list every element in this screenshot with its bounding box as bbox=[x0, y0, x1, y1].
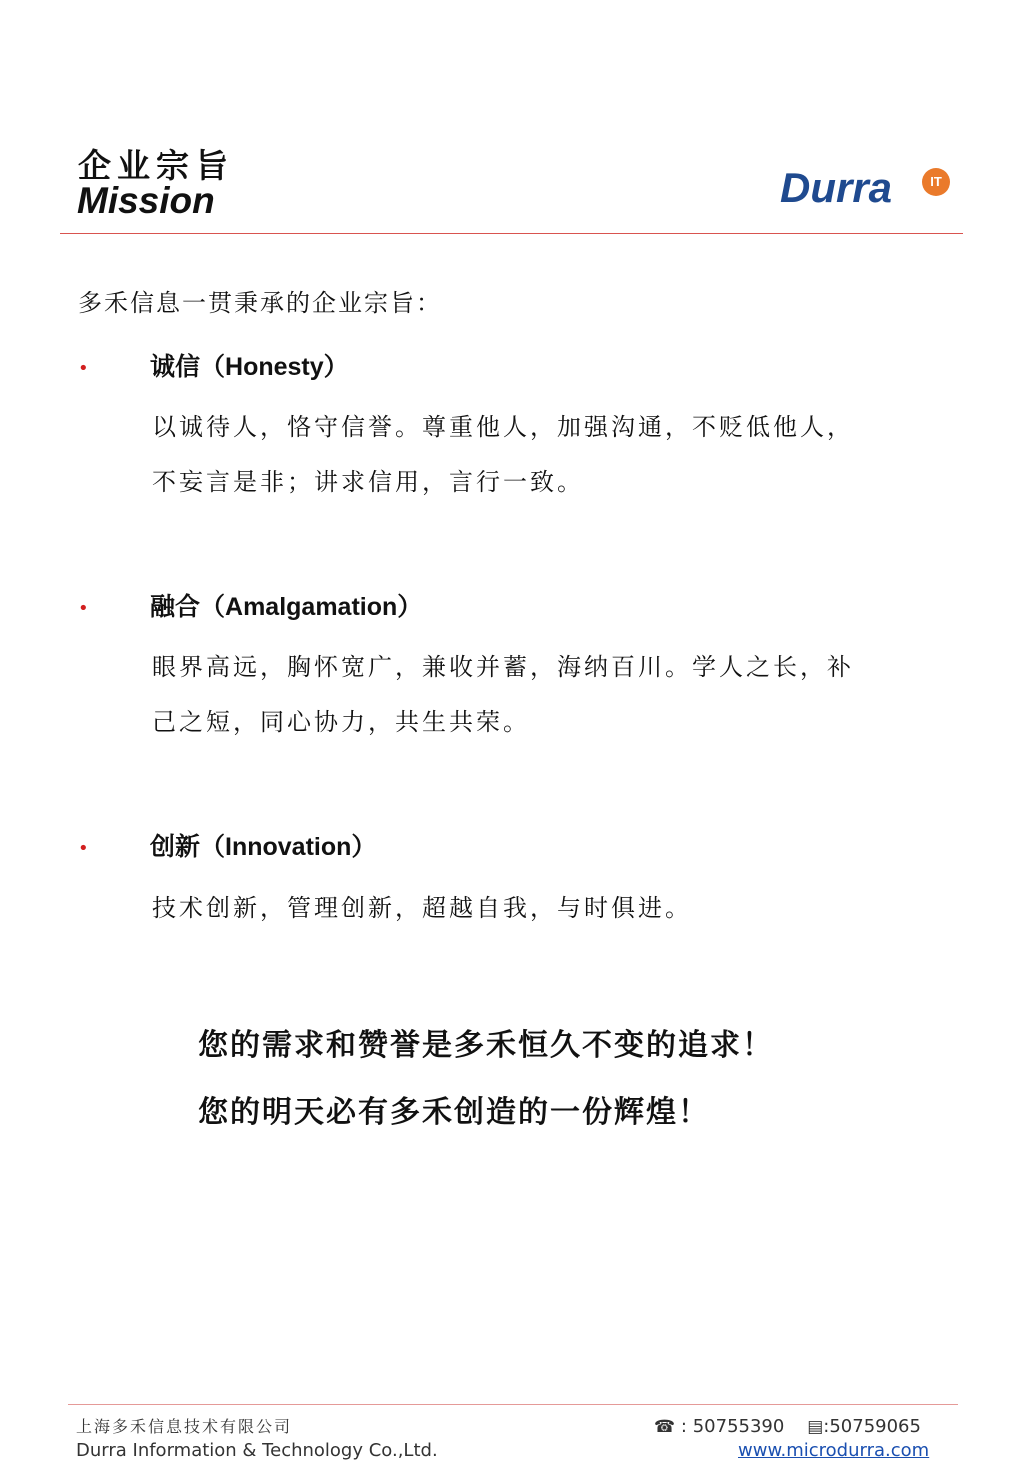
value-body-line: 不妄言是非；讲求信用，言行一致。 bbox=[152, 468, 584, 496]
slogan-line: 您的需求和赞誉是多禾恒久不变的追求！ bbox=[198, 1028, 774, 1063]
heading-close: ） bbox=[397, 592, 423, 621]
page-title-en: Mission bbox=[77, 180, 215, 221]
fax-icon: ▤ bbox=[807, 1417, 824, 1437]
footer-phone: : 50755390 bbox=[680, 1416, 785, 1437]
bullet-icon: • bbox=[78, 598, 89, 619]
footer-company-en: Durra Information & Technology Co.,Ltd. bbox=[76, 1440, 438, 1461]
value-body-line: 眼界高远，胸怀宽广，兼收并蓄，海纳百川。学人之长，补 bbox=[152, 653, 854, 681]
heading-cn: 诚信（ bbox=[150, 352, 226, 381]
value-heading-honesty bbox=[150, 350, 349, 384]
company-logo bbox=[780, 164, 956, 212]
footer-fax: :50759065 bbox=[823, 1416, 921, 1437]
footer-company-cn: 上海多禾信息技术有限公司 bbox=[76, 1417, 293, 1436]
footer-divider bbox=[68, 1404, 958, 1405]
header-divider bbox=[60, 233, 963, 234]
heading-close: ） bbox=[323, 352, 349, 381]
heading-en: Innovation bbox=[225, 833, 352, 861]
bullet-icon: • bbox=[78, 838, 89, 859]
slogan-line: 您的明天必有多禾创造的一份辉煌！ bbox=[198, 1095, 710, 1130]
heading-en: Amalgamation bbox=[225, 593, 398, 621]
logo-text: Durra bbox=[780, 164, 893, 211]
value-body-line: 技术创新，管理创新，超越自我，与时俱进。 bbox=[152, 894, 692, 922]
value-body-line: 以诚待人，恪守信誉。尊重他人，加强沟通，不贬低他人， bbox=[152, 413, 854, 441]
logo-badge: IT bbox=[922, 168, 950, 196]
value-heading-innovation bbox=[150, 830, 376, 864]
value-heading-amalgamation bbox=[150, 590, 422, 624]
bullet-icon: • bbox=[78, 358, 89, 379]
heading-cn: 融合（ bbox=[150, 592, 226, 621]
heading-close: ） bbox=[351, 832, 377, 861]
value-body-line: 己之短，同心协力，共生共荣。 bbox=[152, 708, 530, 736]
heading-en: Honesty bbox=[225, 353, 324, 381]
heading-cn: 创新（ bbox=[150, 832, 226, 861]
page-title-cn: 企业宗旨 bbox=[78, 146, 234, 185]
footer-contact bbox=[654, 1415, 921, 1439]
phone-icon: ☎ bbox=[654, 1417, 676, 1437]
intro-text: 多禾信息一贯秉承的企业宗旨： bbox=[78, 289, 442, 317]
footer-website-link[interactable]: www.microdurra.com bbox=[738, 1440, 930, 1461]
